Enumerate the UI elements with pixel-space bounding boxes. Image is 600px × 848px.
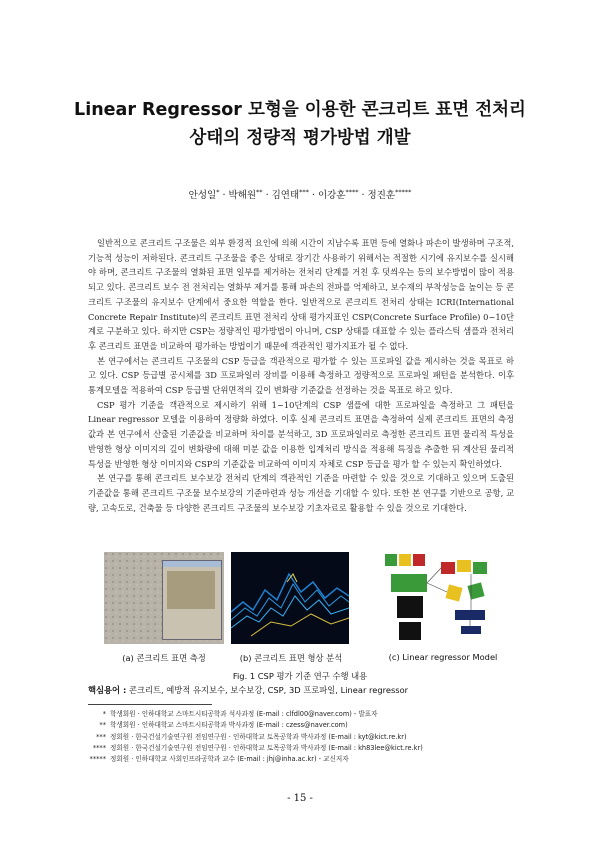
footnote (84, 754, 524, 765)
author-name: 이강훈 (317, 190, 346, 201)
abstract-paragraph: CSP 평가 기준을 객관적으로 제시하기 위해 1~10단계의 CSP 샘플에 대한 프로파일을 측정하고 그 패턴을 Linear regressor 모델을 이용하여 정량화 하였다. 이후 실제 콘크리트 표면을 측정하여 실제 콘크리트 표면의 측정값과 본 연구에서 산출된 기준값을 비교하며 차이를 분석하고, 3D 프로파일러로 측정한 콘크리트 표면 물리적 특성을 반영한 형상 이미지의 깊이 변화량에 대해 미분 값을 이용한 입계처리 방식을 적용해 특징을 추출한 뒤 계산된 물리적 특성을 반영한 형상 이미지와 CSP의 기준값을 비교하여 이미지 자체로 CSP 등급을 평가 할 수 있는지 확인하였다. (88, 399, 514, 469)
footnote-text: 정회원 · 인하대학교 사회인프라공학과 교수 (E-mail : jhj@inha.ac.kr) - 교신저자 (110, 755, 349, 764)
footnote-text: 학생회원 · 인하대학교 스마트시티공학과 박사과정 (E-mail : czess@naver.com) (110, 721, 348, 730)
feature-block (391, 574, 427, 592)
footnote-mark: * (102, 710, 106, 718)
figure-caption-a: (a) 콘크리트 표면 측정 (122, 653, 206, 663)
footnote-divider (88, 704, 212, 705)
author-name: 박해원 (228, 190, 257, 201)
footnote-text: 정회원 · 한국건설기술연구원 전임연구원 · 인하대학교 토목공학과 박사과정 (E-mail : kh83lee@kict.re.kr) (110, 743, 423, 752)
title-line-2: 상태의 정량적 평가방법 개발 (189, 128, 411, 148)
map-block (445, 584, 462, 601)
result-block (461, 626, 481, 634)
regressor-model-diagram (383, 552, 503, 644)
footnote (84, 720, 524, 731)
author-mark: **** (345, 187, 359, 196)
figure-title: Fig. 1 CSP 평가 기준 연구 수행 내용 (232, 671, 368, 681)
figure-caption-c: (c) Linear regressor Model (388, 652, 498, 662)
window-titlebar (163, 561, 221, 567)
figure-caption-b: (b) 콘크리트 표면 형상 분석 (239, 653, 343, 663)
author-mark: * (216, 187, 220, 196)
figure-1 (0, 552, 600, 648)
input-block (413, 554, 425, 566)
kernel-block (441, 562, 455, 574)
title-line-1: Linear Regressor 모형을 이용한 콘크리트 표면 전처리 (74, 100, 526, 120)
footnote-mark: ***** (89, 755, 106, 764)
keywords-label: 핵심용어 : (88, 685, 127, 695)
abstract-paragraph: 본 연구에서는 콘크리트 구조물의 CSP 등급을 객관적으로 평가할 수 있는 프로파일 값을 제시하는 것을 목표로 하고 있다. CSP 등급별 공시체를 3D 프로파일러 장비를 이용해 측정하고 정량적으로 프로파일 패턴을 분석한다. 이후 통계모델을 적용하여 CSP 등급별 단위면적의 깊이 변화량 기준값을 선정하는 것을 목표로 하고 있다. (88, 355, 514, 396)
model-flow-graphic (383, 552, 503, 644)
layer-block (397, 596, 423, 618)
footnote-text: 정회원 · 한국건설기술연구원 전임연구원 · 인하대학교 토목공학과 박사과정 (E-mail : kyt@kict.re.kr) (110, 732, 407, 741)
author-list: 안성일* · 박해원** · 김연태*** · 이강훈**** · 정진훈***** (188, 187, 412, 201)
concrete-surface-photo (104, 552, 224, 644)
abstract (88, 236, 514, 515)
map-block (467, 582, 484, 599)
keywords-text: 콘크리트, 예방적 유지보수, 보수보강, CSP, 3D 프로파일, Linear regressor (128, 685, 409, 695)
author-name: 김연태 (271, 190, 300, 201)
author-name: 정진훈 (367, 190, 396, 201)
page-number: - 15 - (287, 793, 313, 804)
profile-plot (167, 571, 215, 609)
author-name: 안성일 (188, 190, 217, 201)
regressor-block (455, 610, 485, 620)
abstract-paragraph: 본 연구를 통해 콘크리트 보수보강 전처리 단계의 객관적인 기준을 마련할 수 있을 것으로 기대하고 있으며 도출된 기준값을 통해 콘크리트 구조물 보수보강의 기준마련과 성능 개선을 기대할 수 있다. 또한 본 연구를 기반으로 공항, 교량, 고속도로, 건축물 등 다양한 콘크리트 구조물의 보수보강 기초자료로 활용할 수 있을 것으로 기대한다. (88, 473, 514, 513)
author-mark: ** (256, 187, 263, 196)
author-mark: *** (299, 187, 309, 196)
footnotes (84, 709, 524, 765)
output-block (399, 622, 421, 640)
footnote (84, 743, 524, 754)
footnote-mark: **** (92, 743, 106, 752)
kernel-block (457, 560, 471, 572)
paper-title (0, 96, 600, 152)
surface-shape-3d-plot (231, 552, 349, 644)
footnote-mark: *** (96, 732, 106, 741)
author-mark: ***** (395, 187, 412, 196)
footnote-text: 학생회원 · 인하대학교 스마트시티공학과 석사과정 (E-mail : clfdl00@naver.com) - 발표자 (110, 710, 378, 718)
footnote (84, 732, 524, 743)
footnote (84, 709, 524, 720)
footnote-mark: ** (99, 721, 106, 730)
abstract-paragraph: 일반적으로 콘크리트 구조물은 외부 환경적 요인에 의해 시간이 지남수록 표면 등에 열화나 파손이 발생하며 구조적, 기능적 성능이 저하된다. 콘크리트 구조물을 좋은 상태로 장기간 사용하기 위해서는 적절한 시기에 유지보수를 실시해야 하며, 콘크리트 구조물의 열화된 표면 일부를 제거하는 전처리 단계를 거친 후 덧씌우는 등의 보수방법이 많이 적용되고 있다. 콘크리트 보수 전 전처리는 열화부 제거를 통해 파손의 전파를 억제하고, 보수재의 부착성능을 높이는 등 콘크리트 구조물의 유지보수 단계에서 중요한 역할을 한다. 일반적으로 콘크리트 전처리 상태는 ICRI(International Concrete Repair Institute)의 콘크리트 표면 전처리 상태 평가지표인 CSP(Concrete Surface Profile) 0~10단계로 구분하고 있다. 하지만 CSP는 정량적인 평가방법이 아니며, CSP 상태를 대표할 수 있는 플라스틱 샘플과 전처리 후 콘크리트 표면을 비교하여 평가하는 방법이기 때문에 객관적인 평가지표가 될 수 없다. (88, 238, 514, 351)
kernel-block (473, 562, 487, 574)
input-block (385, 554, 397, 566)
input-block (399, 554, 411, 566)
profiler-software-window (162, 560, 222, 640)
surface-mesh-graphic (231, 552, 349, 644)
keywords (88, 684, 528, 696)
